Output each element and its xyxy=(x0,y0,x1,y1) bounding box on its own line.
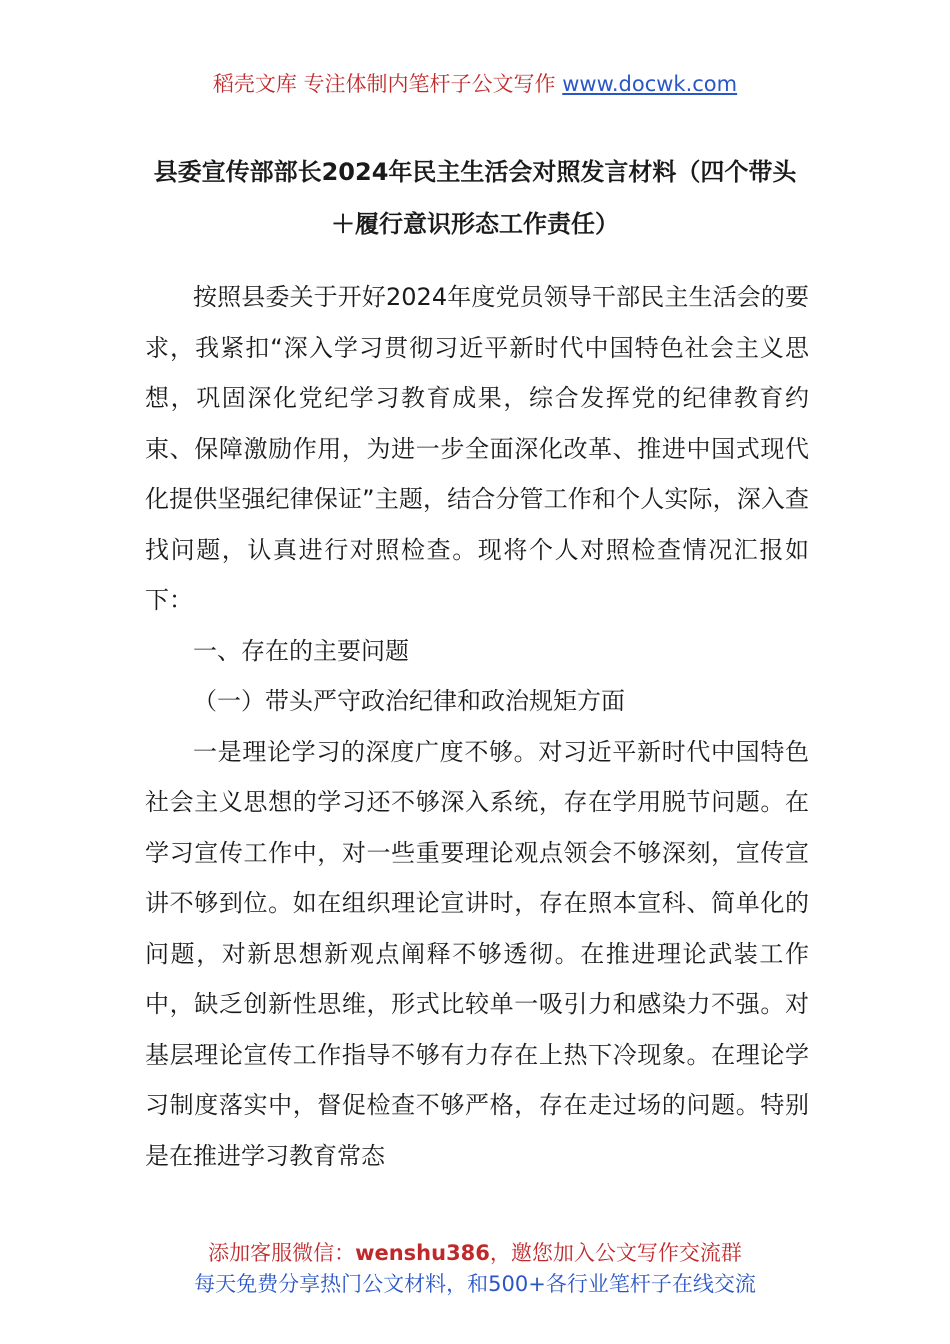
subsection-heading: （一）带头严守政治纪律和政治规矩方面 xyxy=(193,687,625,715)
paragraph-intro: 按照县委关于开好2024年度党员领导干部民主生活会的要求，我紧扣“深入学习贯彻习近平新时代中国特色社会主义思想，巩固深化党纪学习教育成果，综合发挥党的纪律教育约束、保障激励作用，为进一步全面深化改革、推进中国式现代化提供坚强纪律保证”主题，结合分管工作和个人实际，深入查找问题，认真进行对照检查。现将个人对照检查情况汇报如下： xyxy=(145,283,809,614)
header-url-link[interactable]: www.docwk.com xyxy=(562,72,738,96)
footer-wechat-prefix: 添加客服微信： xyxy=(208,1241,356,1265)
document-body xyxy=(145,272,809,1181)
footer-line-share: 每天免费分享热门公文材料，和500+各行业笔杆子在线交流 xyxy=(194,1272,756,1296)
footer-wechat-id: wenshu386 xyxy=(355,1241,490,1265)
site-header xyxy=(0,70,950,98)
footer-line-wechat xyxy=(0,1238,950,1269)
promo-footer xyxy=(0,1238,950,1300)
paragraph-point-one: 一是理论学习的深度广度不够。对习近平新时代中国特色社会主义思想的学习还不够深入系统，存在学用脱节问题。在学习宣传工作中，对一些重要理论观点领会不够深刻，宣传宣讲不够到位。如在组织理论宣讲时，存在照本宣科、简单化的问题，对新思想新观点阐释不够透彻。在推进理论武装工作中，缺乏创新性思维，形式比较单一吸引力和感染力不强。对基层理论宣传工作指导不够有力存在上热下冷现象。在理论学习制度落实中，督促检查不够严格，存在走过场的问题。特别是在推进学习教育常态 xyxy=(145,737,809,1170)
section-heading: 一、存在的主要问题 xyxy=(193,636,409,665)
header-brand-text: 稻壳文库 专注体制内笔杆子公文写作 xyxy=(212,72,556,96)
footer-wechat-suffix: ，邀您加入公文写作交流群 xyxy=(489,1241,742,1265)
document-title: 县委宣传部部长2024年民主生活会对照发言材料（四个带头＋履行意识形态工作责任） xyxy=(153,158,797,238)
